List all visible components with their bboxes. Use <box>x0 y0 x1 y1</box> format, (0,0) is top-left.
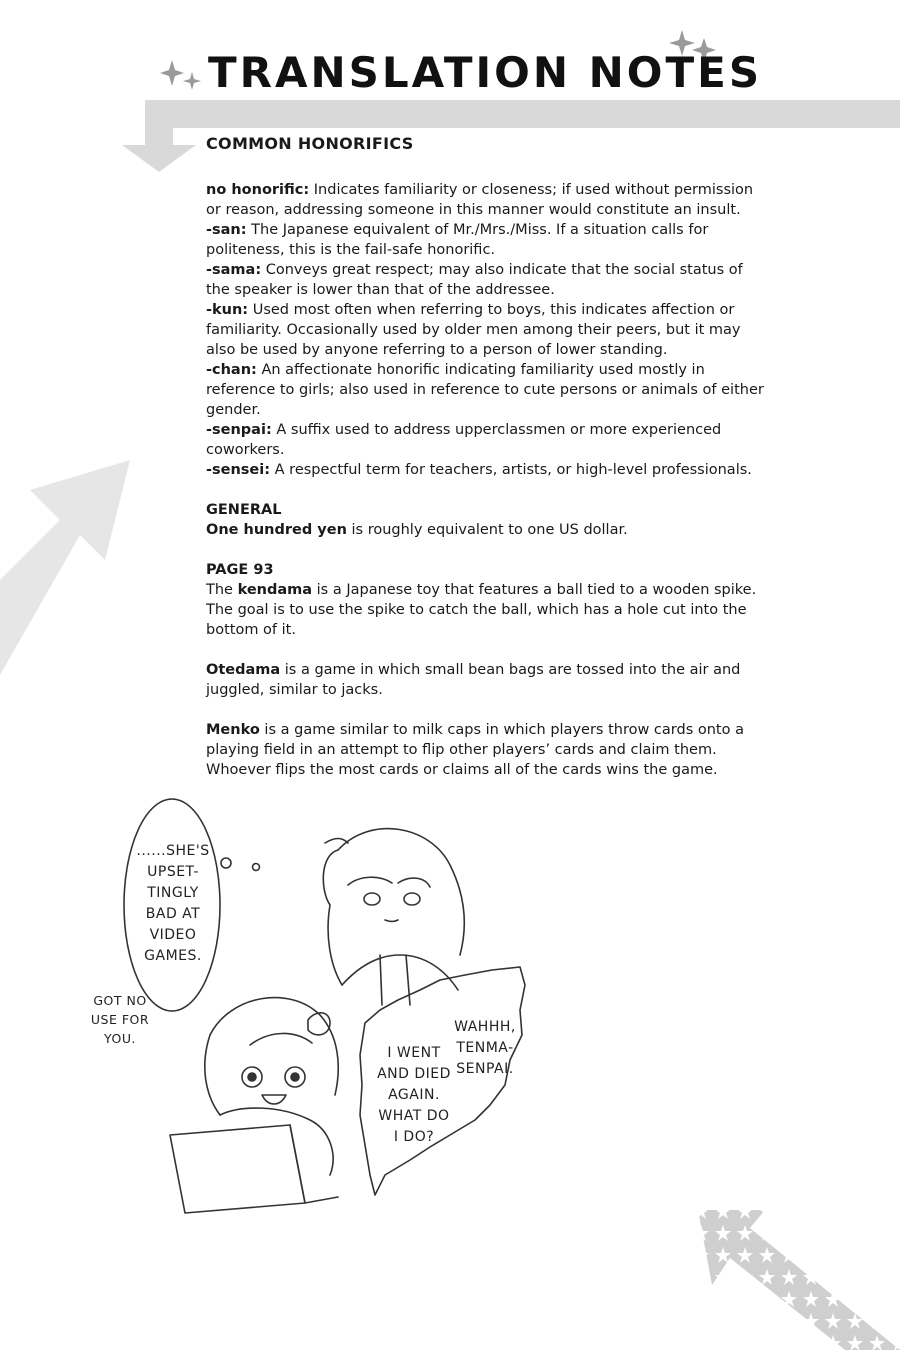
kendama-note: The kendama is a Japanese toy that features a ball tied to a wooden spike. The goal is to use the spike to catch the ball, which has a hole cut into the bottom of it. <box>206 582 757 638</box>
sparkle-icon <box>160 58 206 98</box>
translation-notes-body <box>206 134 766 780</box>
menko-note: Menko is a game similar to milk caps in which players throw cards onto a playing field in an attempt to flip other players’ cards and claim them. Whoever flips the most cards or claims all of the cards wins the game. <box>206 722 744 778</box>
honorific-entry: -senpai: A suffix used to address upperclassmen or more experienced coworkers. <box>206 422 722 458</box>
thought-bubble-text: ......SHE'S UPSET- TINGLY BAD AT VIDEO GAMES. <box>136 843 210 964</box>
honorific-entry: -sama: Conveys great respect; may also indicate that the social status of the speaker is lower than that of the addressee. <box>206 262 743 298</box>
honorific-entry: -kun: Used most often when referring to boys, this indicates affection or familiarity. Occasionally used by older men among their peers, but it may also be used by anyone referring to a person of lower standing. <box>206 302 741 358</box>
section-heading-common-honorifics: COMMON HONORIFICS <box>206 134 414 153</box>
otedama-note: Otedama is a game in which small bean bags are tossed into the air and juggled, similar to jacks. <box>206 662 741 698</box>
section-heading-general: GENERAL <box>206 502 282 518</box>
speech-bubble-side-text: WAHHH, TENMA- SENPAI. <box>454 1019 516 1077</box>
general-note: One hundred yen is roughly equivalent to one US dollar. <box>206 522 628 538</box>
honorific-entry: -sensei: A respectful term for teachers, artists, or high-level professionals. <box>206 462 752 478</box>
aside-text: GOT NO USE FOR YOU. <box>90 993 150 1046</box>
honorific-entry: -san: The Japanese equivalent of Mr./Mrs./Miss. If a situation calls for politeness, this is the fail-safe honorific. <box>206 222 709 258</box>
laptop-shape <box>170 1125 305 1213</box>
left-decorative-arrow <box>0 460 140 720</box>
page-title: TRANSLATION NOTES <box>208 48 763 97</box>
speech-bubble-main-text: I WENT AND DIED AGAIN. WHAT DO I DO? <box>377 1045 451 1145</box>
section-heading-page-93: PAGE 93 <box>206 562 274 578</box>
honorific-entry: -chan: An affectionate honorific indicating familiarity used mostly in reference to girls; also used in reference to cute persons or animals of either gender. <box>206 362 764 418</box>
manga-illustration <box>80 795 560 1215</box>
honorific-entry: no honorific: Indicates familiarity or closeness; if used without permission or reason, addressing someone in this manner would constitute an insult. <box>206 182 754 218</box>
bottom-right-star-arrow <box>690 1200 900 1350</box>
